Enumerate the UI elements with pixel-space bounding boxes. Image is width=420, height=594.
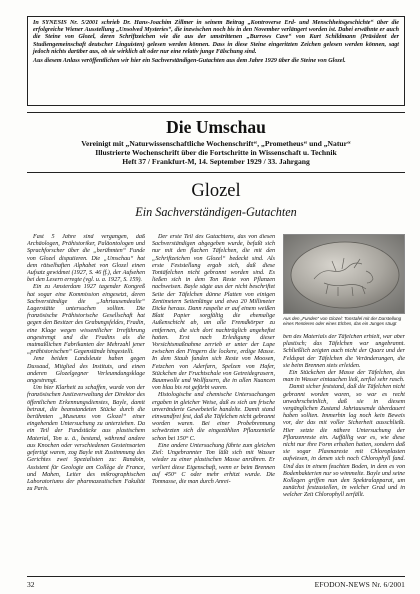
col1-paragraph: Um hier Klarheit zu schaffen, wurde von der französischen Justizverwaltung der Direktor des öffentlichen Erkennungsdienstes, Bayle, damit betraut, die beanstandeten Stücke durch die berühmten „Museums von Glozel“ einer eingehenden Untersuchung zu unterziehen. Da ein Teil der Fundstücke aus plastischem Material, Ton u. ä., bestand, während andere aus Knochen oder verschiedenen Gesteinsarten gefertigt waren, zog Bayle mit Zustimmung des Gerichtes zwei Spezialisten zu: Randoin, Assistent für Geologie am Collège de France, und Mahen, Leiter des mikrographischen Laboratoriums der pharmazeutischen Fakultät zu Paris. (27, 385, 145, 493)
article-title: Glozel (191, 181, 241, 201)
col1-paragraph: Jene beiden Landsleute haben gegen Dussaud, Mitglied des Instituts, und einen anderen Glozelgegner Verleumdungsklage angestrengt. (27, 356, 145, 385)
umschau-title: Die Umschau (166, 117, 266, 137)
publication-issue: EFODON-NEWS Nr. 6/2001 (314, 580, 405, 589)
col3-paragraph: Damit sicher feststand, daß die Täfelchen nicht gebrannt worden waren, so war es recht unwahrscheinlich, daß sie in diesem vergänglichen Zustand Jahrtausende überdauert haben sollten. Immerhin lag noch kein Beweis vor, der das mit voller Sicherheit ausschließt. Hier setzte die nähere Untersuchung der Pflanzenreste ein. Auffällig war es, wie diese nicht nur ihre Form erhalten hatten, sondern daß sie sogar Plasmareste mit Chloroplasten aufwiesen, in denen sich noch Chlorophyll fand. Und das in einem feuchten Boden, in dem es von Bodenbakterien nur so wimmelte. Bayle und seine Kollegen griffen nun den Spektralapparat, um zunächst festzustellen, in welcher Grad und in welcher Zeit Chlorophyll zerfällt. (283, 384, 405, 499)
col2-paragraph: Histologische und chemische Untersuchungen ergaben in gleicher Weise, daß es sich um frische unveränderte Gewebeteile handelte. Damit stand einwandfrei fest, daß die Täfelchen nicht gebrannt worden waren. Bei einer Probebrennung schwärzten sich die eingezählten Pflanzenteile schon bei 150° C. (152, 392, 275, 442)
umschau-subtitle-line-3: Heft 37 / Frankfurt-M, 14. September 1929 / 33. Jahrgang (122, 157, 310, 167)
article-column-3 (283, 334, 405, 576)
umschau-subtitle-line-1: Vereinigt mit „Naturwissenschaftliche Wochenschrift“, „Prometheus“ und „Natur“ (81, 139, 351, 148)
col1-paragraph: Fast 5 Jahre sind vergangen, daß Archäologen, Prähistoriker, Paläontologen und Sprachforscher über die „berühmten“ Funde von Glozel disputieren. Die „Umschau“ hat dem rätselhaften Alphabet von Glozel einen Aufsatz gewidmet (1927, S. 46 ff.), der Aufsehen bei den Lesern erregte (vgl. u. a. 1927, S. 159). (27, 234, 145, 284)
intro-box (27, 16, 405, 106)
article-column-2 (152, 234, 275, 576)
intro-paragraph-2: Aus diesem Anlass veröffentlichen wir hier ein Sachverständigen-Gutachten aus dem Jahre 1929 über die Steine von Glozel. (33, 58, 346, 65)
article-column-1 (27, 234, 145, 576)
intro-paragraph-1: In SYNESIS Nr. 5/2001 schrieb Dr. Hans-Joachim Zillmer in seinem Beitrag „Kontroverse Erd- und Menschheitsgeschichte“ über die erfolgreiche Wiener Ausstellung „Unsolved Mysteries“, die inzwischen noch bis in den November verlängert worden ist. Dabei erwähnte er auch die Steine von Glozel, deren Schriftzeichen wie die aus der umstrittenen „Burrows Cave“ von Kurt Schildmann (Präsident der Studiengemeinschaft deutscher Linguisten) gelesen werden können. Dass in diese Steine eingeritzten Zeichen gelesen werden können, sagt jedoch nichts darüber aus, ob sie wirklich alt oder nur eine relativ junge Fälschung sind. (33, 20, 399, 55)
photo-caption: Aus den „Funden“ von Glozel: Tonstafel mit der Darstellung eines Rentieres oder eines Elches, das ein Junges säugt (283, 316, 402, 327)
umschau-subtitle (27, 139, 405, 167)
col1-paragraph: Ein zu Amsterdam 1927 tagender Kongreß hat sogar eine Kommission eingesetzt, deren Sachverständige die „Jahrtausendealte“ Lagerstätte untersuchen sollten. Die französische Prähistorische Gesellschaft hat gegen den Besitzer des Grabungsfeldes, Fradin, eine Klage wegen wissentlicher Irreführung angestrengt und die Fradins als die mutmaßlichen Fabrikanten der Mehrzahl jener „prähistorischen“ Gegenstände hingestellt. (27, 284, 145, 356)
tablet-photo-image (284, 235, 405, 314)
col2-paragraph: Der erste Teil des Gutachtens, das von diesen Sachverständigen abgegeben wurde, befaßt sich nur mit den flachen Täfelchen, die mit den „Schriftzeichen von Glozel“ bedeckt sind. Als erste Feststellung ergab sich, daß diese Tontäfelchen nicht gebrannt worden sind. Es ließen sich in dem Ton Reste von Pflanzen nachweisen. Bayle sägte aus der nicht beschriftet Seite der Täfelchen dünne Platten von einigen Zentimetern Seitenlänge und etwa 20 Millimeter Dicke heraus. Dann raspelte er auf einem weißen Blatt Papier sorgfältig die ehemalige Außenschicht ab, um alle Fremdkörper zu entfernen, die sich dort nachträglich angeheftet hatten. Erst nach Erledigung dieser Vorsichtsmaßnahme zerrieb er unter der Lupe zwischen den Fingern die lockere, erdige Masse. In dem Staub fanden sich Reste von Moosen, Fetzchen von Aderfarn, Spelzen von Hafer, Stückchen der Fruchtschale von Getreidegrasern, Baumwolle und Wollfasern, die in allen Nuancen von blau bis rot gefärbt waren. (152, 234, 275, 392)
header-bottom-rule (27, 172, 405, 173)
header-top-rule (27, 112, 405, 113)
glozel-tablet-photo (283, 234, 405, 314)
col2-paragraph: Eine andere Untersuchung führte zum gleichen Ziel: Ungebrannter Ton läßt sich mit Wasser wieder zu einer plastischen Masse anrühren. Er verliert diese Eigenschaft, wenn er beim Brennen auf 450° C oder mehr erhitzt wurde. Die Tonmasse, die man durch Anrei- (152, 442, 275, 485)
umschau-subtitle-line-2: Illustrierte Wochenschrift über die Fortschritte in Wissenschaft u. Technik (95, 148, 337, 158)
article-subtitle: Ein Sachverständigen-Gutachten (135, 205, 297, 219)
col3-paragraph: ben des Materials der Täfelchen erhielt, war aber plastisch; das Täfelchen war ungebrannt. Schließlich zeigten auch nicht der Quarz und der Feldspat der Täfelchen die Veränderungen, die sie beim Brennen stets erleiden. (283, 334, 405, 369)
page-number: 32 (27, 580, 35, 589)
footer-rule (27, 576, 405, 577)
col3-paragraph: Ein Stückchen der Masse der Täfelchen, das man in Wasser eintauchen ließ, zerfiel sehr rasch. (283, 370, 405, 384)
